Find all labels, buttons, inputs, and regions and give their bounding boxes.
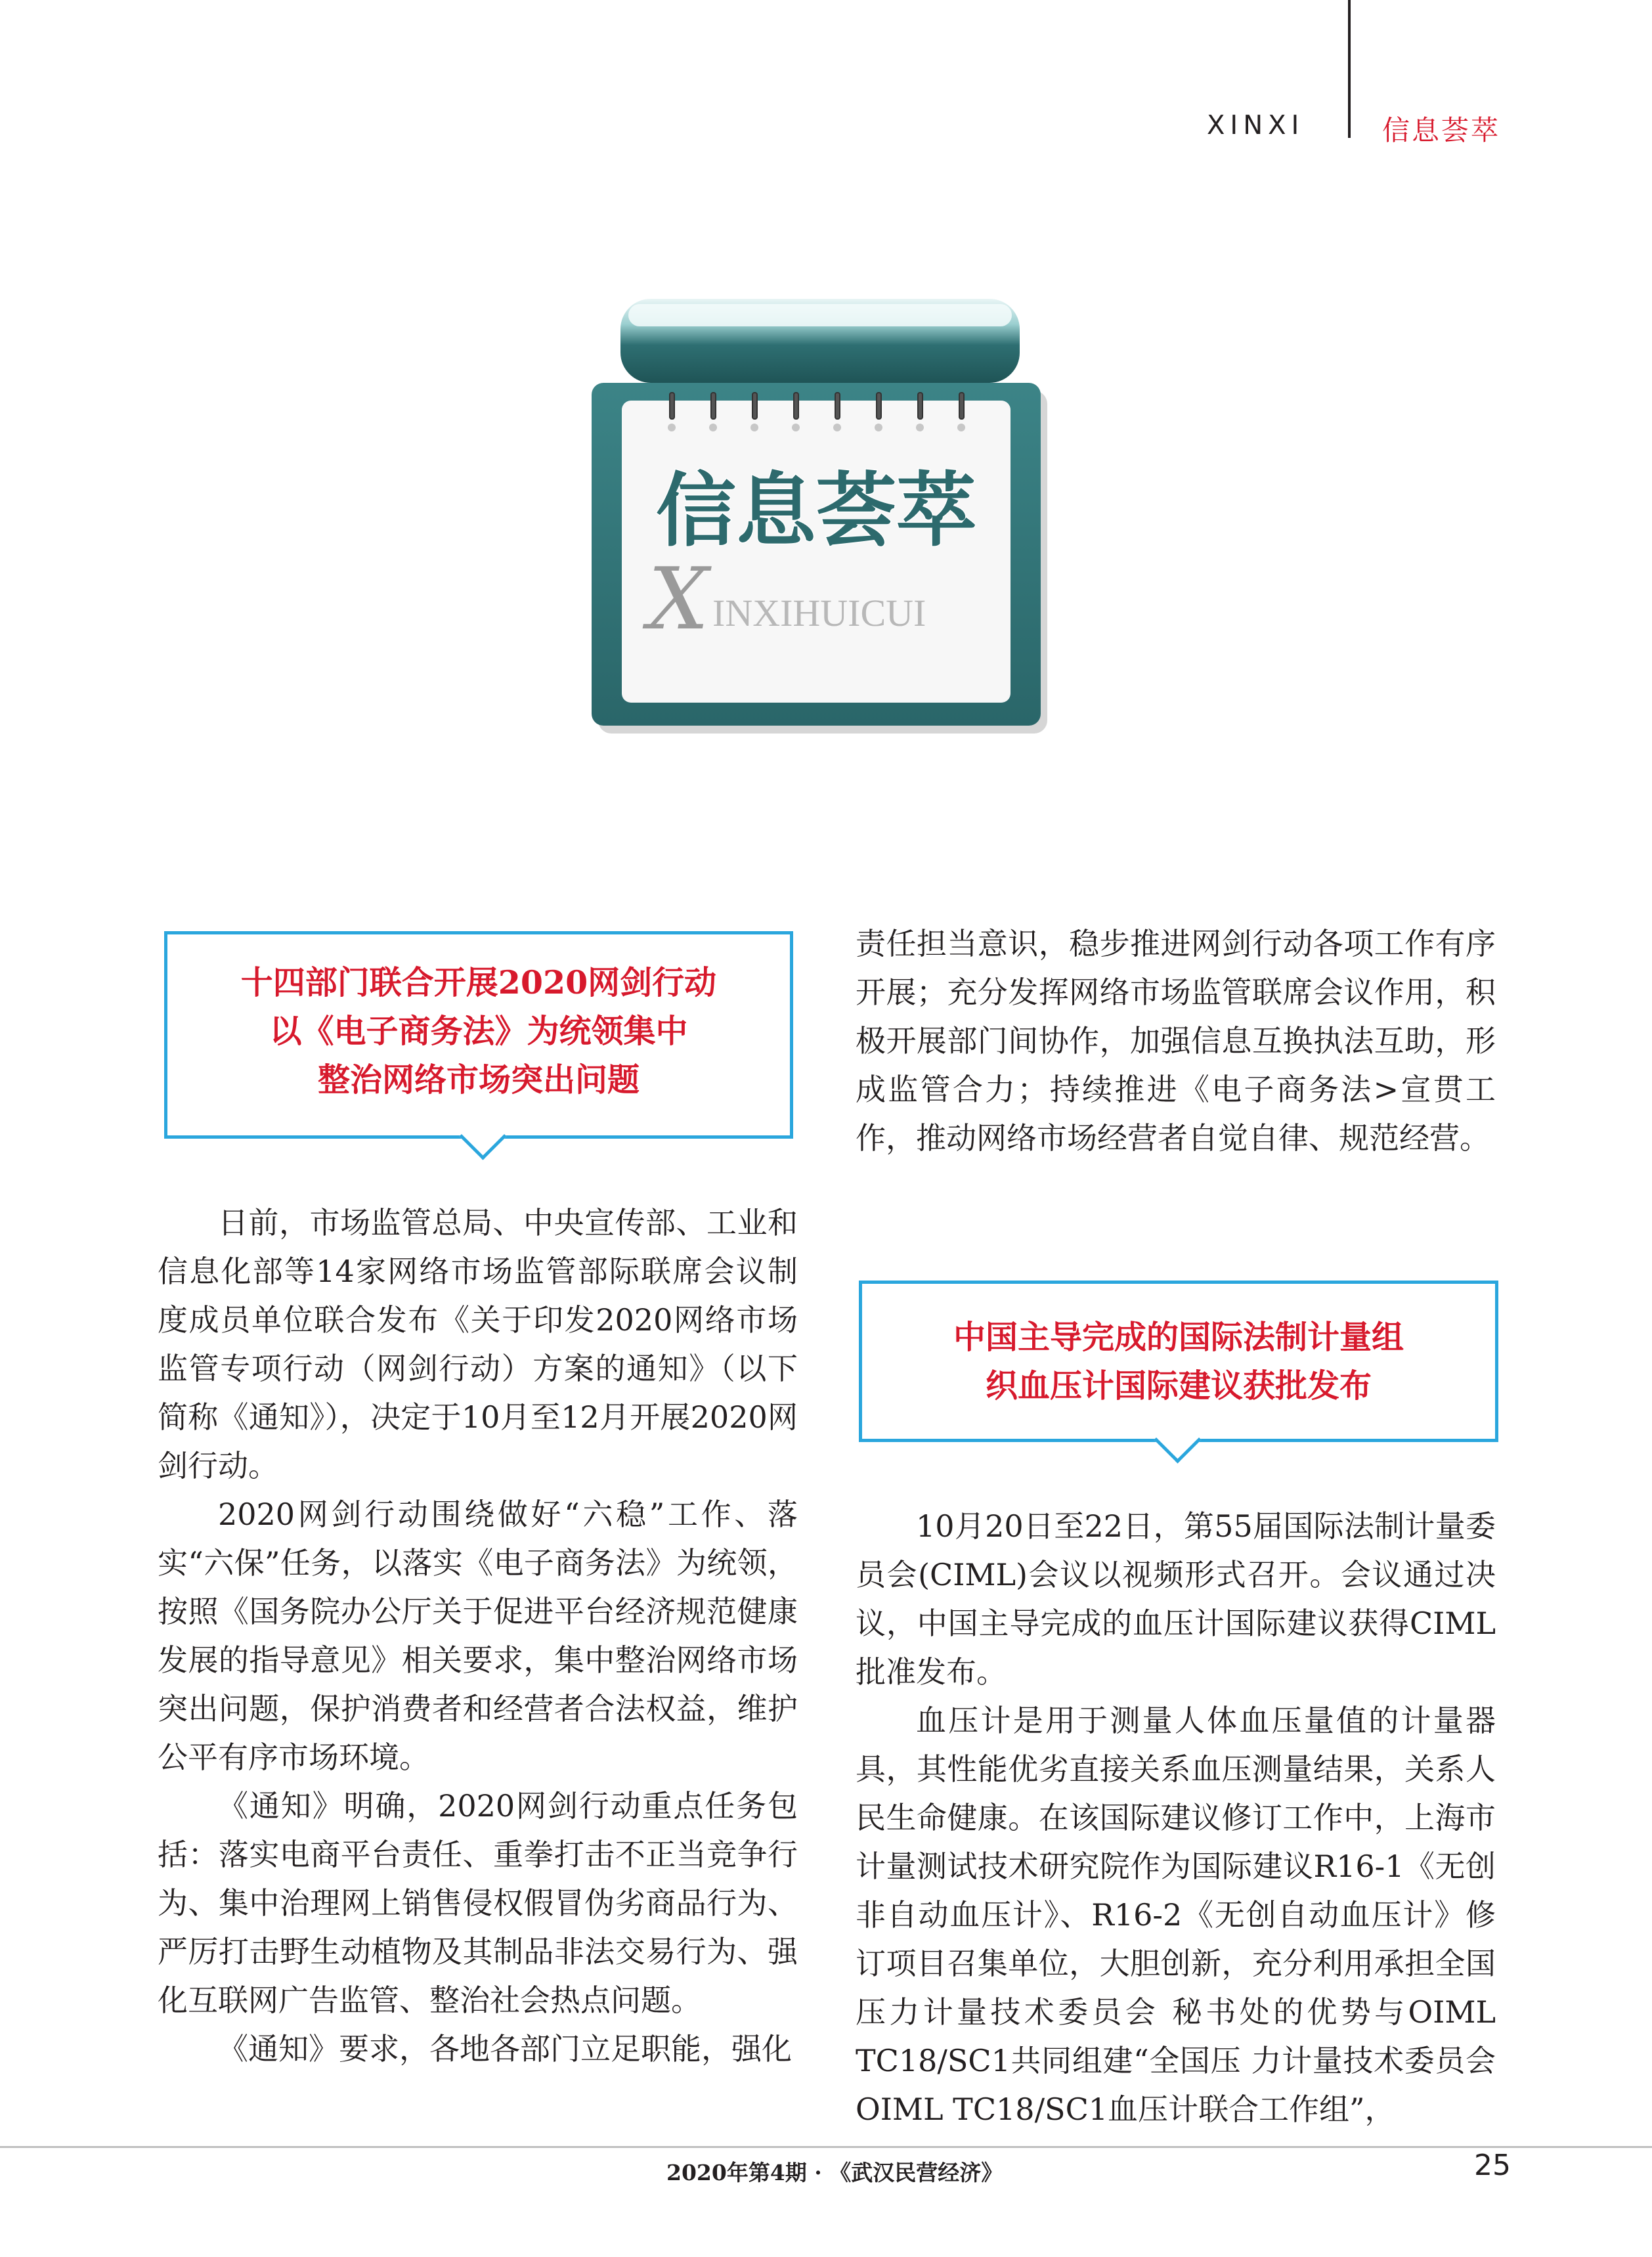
logo-initial: X xyxy=(648,549,709,649)
headline-line: 十四部门联合开展2020网剑行动 xyxy=(240,963,717,1001)
article1-body xyxy=(158,1198,798,2073)
headline-line: 中国主导完成的国际法制计量组 xyxy=(953,1318,1404,1356)
paragraph: 日前，市场监管总局、中央宣传部、工业和信息化部等14家网络市场监管部际联席会议制度成员单位联合发布《关于印发2020网络市场监管专项行动（网剑行动）方案的通知》（以下简称《通知》），决定于10月至12月开展2020网剑行动。 xyxy=(158,1205,798,1483)
callout-pointer xyxy=(459,1112,506,1160)
journal-issue: 2020年第4期 · 《武汉民营经济》 xyxy=(666,2160,1003,2185)
logo-subtitle: INXIHUICUI xyxy=(712,592,926,634)
headline-line: 以《电子商务法》为统领集中 xyxy=(269,1012,688,1050)
section-label-cn: 信息荟萃 xyxy=(1382,114,1501,146)
paragraph: 《通知》要求，各地各部门立足职能，强化 xyxy=(218,2031,792,2067)
section-logo xyxy=(588,299,1051,739)
paragraph: 血压计是用于测量人体血压量值的计量器具，其性能优劣直接关系血压测量结果，关系人民生命健康。在该国际建议修订工作中，上海市计量测试技术研究院作为国际建议R16-1《无创非自动血压计》、R16-2《无创自动血压计》修订项目召集单位，大胆创新，充分利用承担全国压力计量技术委员会 秘书处的优势与OIML TC18/SC1共同组建“全国压 力计量技术委员会OIML TC18/SC1血压计联合工作组”， xyxy=(856,1703,1496,2127)
paragraph: 责任担当意识，稳步推进网剑行动各项工作有序开展；充分发挥网络市场监管联席会议作用，积极开展部门间协作，加强信息互换执法互助，形成监管合力；持续推进《电子商务法>宣贯工作，推动网络市场经营者自觉自律、规范经营。 xyxy=(856,926,1496,1156)
paragraph: 10月20日至22日，第55届国际法制计量委员会(CIML)会议以视频形式召开。会议通过决议，中国主导完成的血压计国际建议获得CIML批准发布。 xyxy=(856,1508,1496,1690)
logo-title: 信息荟萃 xyxy=(656,464,976,558)
paragraph: 2020网剑行动围绕做好“六稳”工作、落实“六保”任务，以落实《电子商务法》为统领，按照《国务院办公厅关于促进平台经济规范健康发展的指导意见》相关要求，集中整治网络市场突出问题，保护消费者和经营者合法权益，维护公平有序市场环境。 xyxy=(158,1497,798,1775)
page-number: 25 xyxy=(1474,2149,1511,2182)
footer-rule xyxy=(0,2146,1652,2148)
callout-pointer xyxy=(1154,1416,1201,1463)
headline-line: 整治网络市场突出问题 xyxy=(317,1061,640,1099)
section-label-en: XINXI xyxy=(1207,110,1305,141)
notepad-icon xyxy=(588,299,1051,739)
paragraph: 《通知》明确，2020网剑行动重点任务包括：落实电商平台责任、重拳打击不正当竞争行为、集中治理网上销售侵权假冒伪劣商品行为、严厉打击野生动植物及其制品非法交易行为、强化互联网广告监管、整治社会热点问题。 xyxy=(158,1788,798,2018)
header-divider xyxy=(1348,0,1351,138)
article2-headline xyxy=(862,1284,1495,1410)
article1-continuation xyxy=(856,919,1496,1162)
article1-headline-box xyxy=(164,931,793,1139)
article2-body xyxy=(856,1502,1496,2134)
article1-headline xyxy=(167,934,790,1104)
article2-headline-box xyxy=(859,1281,1498,1442)
headline-line: 织血压计国际建议获批发布 xyxy=(985,1367,1372,1405)
